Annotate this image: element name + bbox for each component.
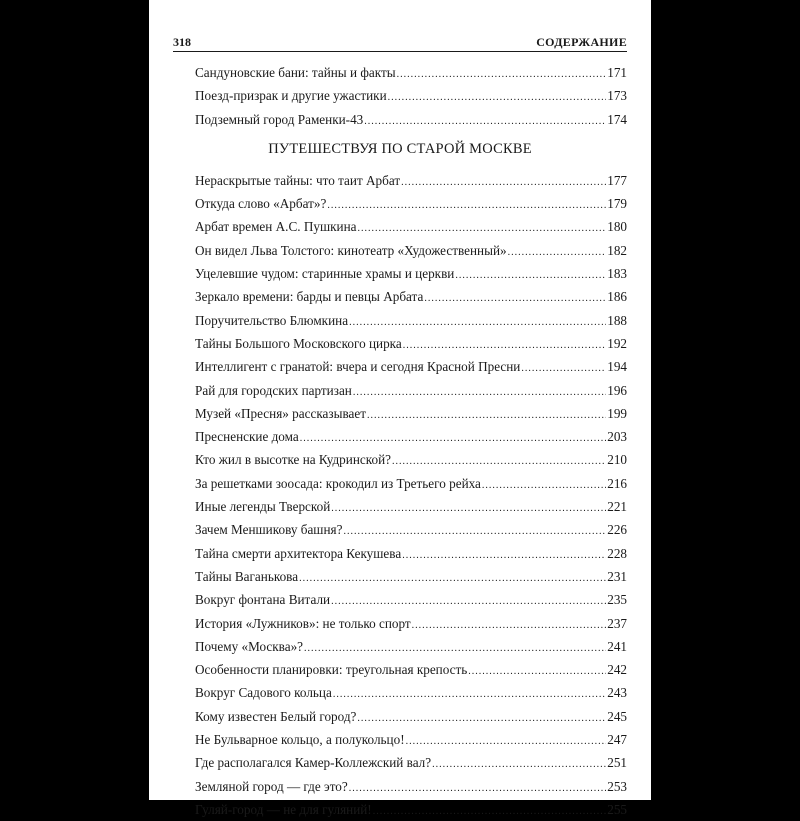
toc-entry-title: Земляной город — где это? xyxy=(195,778,348,794)
toc-entry-title: Где располагался Камер-Коллежский вал? xyxy=(195,755,432,771)
dot-leader xyxy=(482,474,606,495)
toc-entry-title: Тайны Ваганькова xyxy=(195,568,299,584)
toc-entry xyxy=(195,169,627,192)
toc-entry xyxy=(195,61,627,84)
toc-entry-title: Подземный город Раменки-43 xyxy=(195,111,364,127)
toc-entry xyxy=(195,192,627,215)
toc-entry-title: Рай для городских партизан xyxy=(195,382,352,398)
toc-entry-page: 231 xyxy=(607,568,627,584)
toc-entry-page: 241 xyxy=(607,638,627,654)
toc-entry-title: Интеллигент с гранатой: вчера и сегодня Красной Пресни xyxy=(195,359,521,375)
dot-leader xyxy=(373,800,607,821)
dot-leader xyxy=(300,427,606,448)
table-of-contents xyxy=(195,61,627,821)
toc-entry-page: 173 xyxy=(607,88,627,104)
toc-entry xyxy=(195,215,627,238)
toc-entry-title: Кому известен Белый город? xyxy=(195,708,357,724)
toc-entry xyxy=(195,705,627,728)
toc-entry xyxy=(195,775,627,798)
toc-entry-page: 177 xyxy=(607,172,627,188)
book-page xyxy=(149,0,651,817)
toc-entry xyxy=(195,518,627,541)
page-header xyxy=(173,33,627,52)
toc-entry-title: Арбат времен А.С. Пушкина xyxy=(195,219,357,235)
toc-group-before xyxy=(195,61,627,131)
dot-leader xyxy=(403,334,606,355)
toc-entry xyxy=(195,285,627,308)
page-number: 318 xyxy=(173,35,191,49)
toc-entry xyxy=(195,658,627,681)
toc-entry xyxy=(195,425,627,448)
dot-leader xyxy=(349,777,606,798)
dot-leader xyxy=(392,450,606,471)
dot-leader xyxy=(304,637,606,658)
toc-entry-page: 188 xyxy=(607,312,627,328)
toc-entry xyxy=(195,448,627,471)
running-head: СОДЕРЖАНИЕ xyxy=(536,35,627,49)
dot-leader xyxy=(331,497,606,518)
toc-entry xyxy=(195,588,627,611)
dot-leader xyxy=(455,264,606,285)
toc-entry-page: 183 xyxy=(607,266,627,282)
toc-entry xyxy=(195,798,627,821)
toc-entry-page: 251 xyxy=(607,755,627,771)
toc-entry xyxy=(195,108,627,131)
toc-entry-title: Нераскрытые тайны: что таит Арбат xyxy=(195,172,401,188)
dot-leader xyxy=(401,171,606,192)
toc-entry-title: Иные легенды Тверской xyxy=(195,499,331,515)
toc-entry-page: 192 xyxy=(607,335,627,351)
toc-entry xyxy=(195,379,627,402)
dot-leader xyxy=(331,590,606,611)
toc-entry xyxy=(195,239,627,262)
section-heading: ПУТЕШЕСТВУЯ ПО СТАРОЙ МОСКВЕ xyxy=(268,140,532,157)
toc-entry-title: Пресненские дома xyxy=(195,429,299,445)
toc-entry-title: Зачем Меншикову башня? xyxy=(195,522,343,538)
toc-entry-page: 174 xyxy=(607,111,627,127)
toc-entry-title: Не Бульварное кольцо, а полукольцо! xyxy=(195,732,405,748)
toc-entry-page: 171 xyxy=(607,65,627,80)
toc-entry-page: 228 xyxy=(607,545,627,561)
toc-entry-page: 253 xyxy=(607,778,627,794)
dot-leader xyxy=(299,567,606,588)
dot-leader xyxy=(508,241,607,262)
dot-leader xyxy=(402,544,606,565)
dot-leader xyxy=(357,217,606,238)
toc-entry-page: 182 xyxy=(607,242,627,258)
dot-leader xyxy=(353,381,606,402)
dot-leader xyxy=(327,194,606,215)
toc-entry-page: 180 xyxy=(607,219,627,235)
toc-entry-title: Поезд-призрак и другие ужастики xyxy=(195,88,387,104)
toc-entry-title: Уцелевшие чудом: старинные храмы и церкви xyxy=(195,266,455,282)
toc-entry-page: 235 xyxy=(607,592,627,608)
toc-entry-title: Тайны Большого Московского цирка xyxy=(195,335,402,351)
toc-entry xyxy=(195,612,627,635)
toc-entry-page: 199 xyxy=(607,405,627,421)
toc-entry xyxy=(195,728,627,751)
toc-entry-page: 255 xyxy=(607,801,627,817)
toc-entry-title: Музей «Пресня» рассказывает xyxy=(195,405,366,421)
dot-leader xyxy=(343,520,606,541)
toc-entry xyxy=(195,681,627,704)
toc-entry-page: 221 xyxy=(607,499,627,515)
toc-entry-page: 247 xyxy=(607,732,627,748)
dot-leader xyxy=(388,86,607,107)
toc-entry-page: 196 xyxy=(607,382,627,398)
toc-entry-page: 243 xyxy=(607,685,627,701)
toc-entry xyxy=(195,332,627,355)
toc-entry xyxy=(195,355,627,378)
toc-entry-title: Он видел Льва Толстого: кинотеатр «Художественный» xyxy=(195,242,507,258)
dot-leader xyxy=(367,404,606,425)
dot-leader xyxy=(412,614,607,635)
toc-entry-page: 237 xyxy=(607,615,627,631)
toc-entry-page: 216 xyxy=(607,475,627,491)
dot-leader xyxy=(357,707,606,728)
toc-entry-title: История «Лужников»: не только спорт xyxy=(195,615,411,631)
toc-entry-title: Почему «Москва»? xyxy=(195,638,304,654)
toc-entry-page: 226 xyxy=(607,522,627,538)
toc-entry-page: 179 xyxy=(607,196,627,212)
toc-entry xyxy=(195,84,627,107)
toc-entry-title: Гуляй-город — не для гуляний! xyxy=(195,801,372,817)
dot-leader xyxy=(424,287,606,308)
toc-entry-title: За решетками зоосада: крокодил из Третьего рейха xyxy=(195,475,481,491)
toc-entry-page: 210 xyxy=(607,452,627,468)
toc-entry-title: Поручительство Блюмкина xyxy=(195,312,349,328)
dot-leader xyxy=(349,311,606,332)
toc-entry xyxy=(195,542,627,565)
toc-entry-title: Тайна смерти архитектора Кекушева xyxy=(195,545,402,561)
toc-entry-title: Вокруг Садового кольца xyxy=(195,685,332,701)
dot-leader xyxy=(397,63,607,84)
toc-entry-page: 245 xyxy=(607,708,627,724)
toc-entry-title: Вокруг фонтана Витали xyxy=(195,592,331,608)
toc-entry-page: 242 xyxy=(607,662,627,678)
toc-entry xyxy=(195,402,627,425)
dot-leader xyxy=(333,683,606,704)
dot-leader xyxy=(432,753,606,774)
toc-entry-page: 186 xyxy=(607,289,627,305)
dot-leader xyxy=(521,357,606,378)
toc-entry-page: 194 xyxy=(607,359,627,375)
toc-entry xyxy=(195,262,627,285)
toc-entry-title: Особенности планировки: треугольная крепость xyxy=(195,662,468,678)
toc-entry-title: Откуда слово «Арбат»? xyxy=(195,196,327,212)
toc-entry-title: Кто жил в высотке на Кудринской? xyxy=(195,452,391,468)
toc-entry xyxy=(195,635,627,658)
toc-entry xyxy=(195,495,627,518)
toc-entry xyxy=(195,565,627,588)
toc-entry xyxy=(195,472,627,495)
toc-entry-page: 203 xyxy=(607,429,627,445)
toc-entry xyxy=(195,309,627,332)
dot-leader xyxy=(364,110,606,131)
toc-entry-title: Сандуновские бани: тайны и факты xyxy=(195,65,396,80)
toc-group-after xyxy=(195,169,627,821)
dot-leader xyxy=(468,660,606,681)
toc-entry xyxy=(195,751,627,774)
toc-entry-title: Зеркало времени: барды и певцы Арбата xyxy=(195,289,424,305)
dot-leader xyxy=(406,730,607,751)
